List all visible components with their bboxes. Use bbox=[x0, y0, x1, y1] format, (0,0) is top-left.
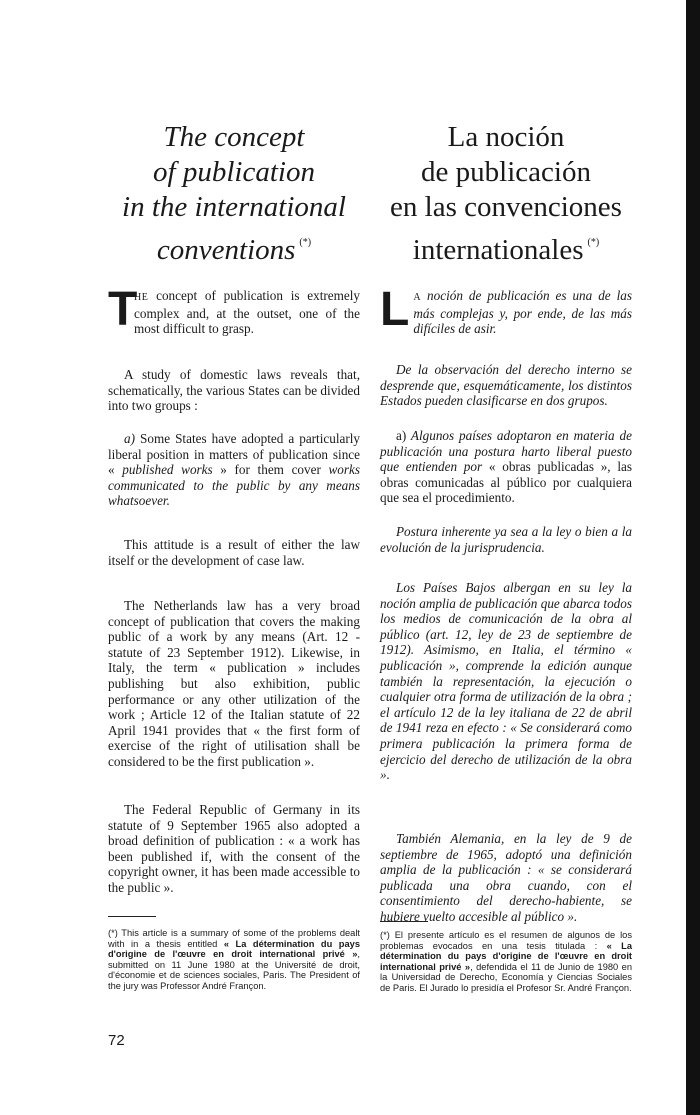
spanish-title bbox=[380, 120, 632, 268]
paragraph-text: Some States have adopted a particularly liberal position in matters of publication since « bbox=[108, 431, 360, 478]
english-paragraph-3 bbox=[108, 431, 360, 509]
paragraph-text: « obras publicadas », las obras comunicadas al público por cualquiera que sea el procedimiento. bbox=[380, 459, 633, 506]
english-paragraph-2: A study of domestic laws reveals that, schematically, the various States can be divided into two groups : bbox=[108, 367, 360, 414]
english-title-line bbox=[108, 225, 360, 268]
emphasis-text: works communicated to the public by any means whatsoever. bbox=[108, 462, 361, 509]
drop-cap: T bbox=[108, 283, 136, 336]
english-footnote bbox=[108, 928, 360, 991]
english-title bbox=[108, 120, 360, 268]
thesis-title: « La détermination du pays d'origine de l'œuvre en droit international privé » bbox=[380, 940, 632, 972]
english-paragraph-4: This attitude is a result of either the law itself or the development of case law. bbox=[108, 537, 360, 568]
small-caps-lead: HE bbox=[134, 292, 149, 303]
spanish-paragraph-4: Postura inherente ya sea a la ley o bien a la evolución de la jurisprudencia. bbox=[380, 524, 632, 555]
english-title-line: The concept bbox=[163, 121, 305, 153]
footnote-marker: (*) bbox=[299, 237, 312, 248]
emphasis-text: Algunos países adoptaron en materia de publicación una postura harto liberal puesto que entienden por bbox=[380, 428, 632, 475]
spanish-paragraph-2: De la observación del derecho interno se desprende que, esquemáticamente, los distintos Estados pueden clasificarse en dos grupos. bbox=[380, 362, 632, 409]
small-caps-lead: A bbox=[413, 292, 422, 303]
spanish-paragraph-6: También Alemania, en la ley de 9 de septiembre de 1965, adoptó una definición amplia de la publicación : « se considerará publicada una obra cuando, con el consentimiento del derecho-habiente, se hubiere vuelto accesible al público ». bbox=[380, 831, 632, 924]
footnote-text: , defendida el 11 de Junio de 1980 en la Universidad de Derecho, Economía y Ciencias Sociales de Paris. El Jurado lo presidía el Profesor Sr. André Françon. bbox=[380, 961, 632, 993]
spanish-title-line bbox=[380, 225, 632, 268]
spanish-footnote bbox=[380, 930, 632, 993]
english-title-line: of publication bbox=[153, 156, 315, 188]
spanish-paragraph-1 bbox=[380, 283, 632, 337]
footnote-text: , submitted on 11 June 1980 at the Université de droit, d'économie et de sciences sociales, Paris. The President of the jury was Professor André Françon. bbox=[108, 949, 360, 991]
list-marker: a) bbox=[396, 428, 407, 443]
english-paragraph-1 bbox=[108, 283, 360, 337]
footnote-rule bbox=[108, 916, 156, 917]
footnote-text: (*) El presente artículo es el resumen de algunos de los problemas evocados en una tesis titulada : bbox=[380, 930, 632, 951]
english-title-line: in the international bbox=[122, 191, 346, 223]
emphasis-text: published works bbox=[122, 462, 213, 478]
spanish-title-last-word: internationales bbox=[412, 234, 584, 266]
paragraph-text: noción de publicación es una de las más complejas y, por ende, de las más difíciles de asir. bbox=[413, 288, 632, 337]
spanish-paragraph-3 bbox=[380, 428, 632, 506]
english-title-last-word: conventions bbox=[156, 234, 296, 266]
spanish-title-line: en las convenciones bbox=[390, 191, 622, 223]
page-edge-shadow bbox=[686, 0, 700, 1115]
footnote-rule bbox=[380, 921, 428, 922]
paragraph-text: concept of publication is extremely complex and, at the outset, one of the most difficult to grasp. bbox=[134, 288, 360, 337]
spanish-title-line: La noción bbox=[447, 121, 565, 153]
english-paragraph-6: The Federal Republic of Germany in its statute of 9 September 1965 also adopted a broad definition of publication : « a work has been published if, with the consent of the copyright owner, it has been made accessible to the public ». bbox=[108, 802, 360, 895]
footnote-text: (*) This article is a summary of some of the problems dealt with in a thesis entitled bbox=[108, 928, 360, 949]
english-paragraph-5: The Netherlands law has a very broad concept of publication that covers the making public of a work by any means (Art. 12 - statute of 23 September 1912). Likewise, in Italy, the term « publication » includes publishing but also exhibition, public performance or any other utilization of the work ; Article 12 of the Italian statute of 22 April 1941 provides that « the first form of exercise of the right of utilisation shall be considered to be the first publication ». bbox=[108, 598, 360, 769]
spanish-title-line: de publicación bbox=[421, 156, 591, 188]
page-number: 72 bbox=[108, 1032, 125, 1049]
footnote-marker: (*) bbox=[587, 237, 600, 248]
paragraph-text: » for them cover bbox=[212, 462, 329, 478]
thesis-title: « La détermination du pays d'origine de l'œuvre en droit international privé » bbox=[108, 938, 360, 959]
list-marker: a) bbox=[124, 431, 135, 446]
spanish-paragraph-5: Los Países Bajos albergan en su ley la noción amplia de publicación que abarca todos los medios de comunicación de la obra al público (art. 12, ley de 23 de septiembre de 1912). Asimismo, en Italia, el término « publicación », comprende la edición aunque también la representación, la ejecución o cualquier otra forma de utilización de la obra ; el artículo 12 de la ley italiana de 22 de abril de 1941 reza en efecto : « Se considerará como primera publicación la primera forma de ejercicio del derecho de utilización de la obra ». bbox=[380, 580, 632, 783]
drop-cap: L bbox=[380, 283, 408, 336]
